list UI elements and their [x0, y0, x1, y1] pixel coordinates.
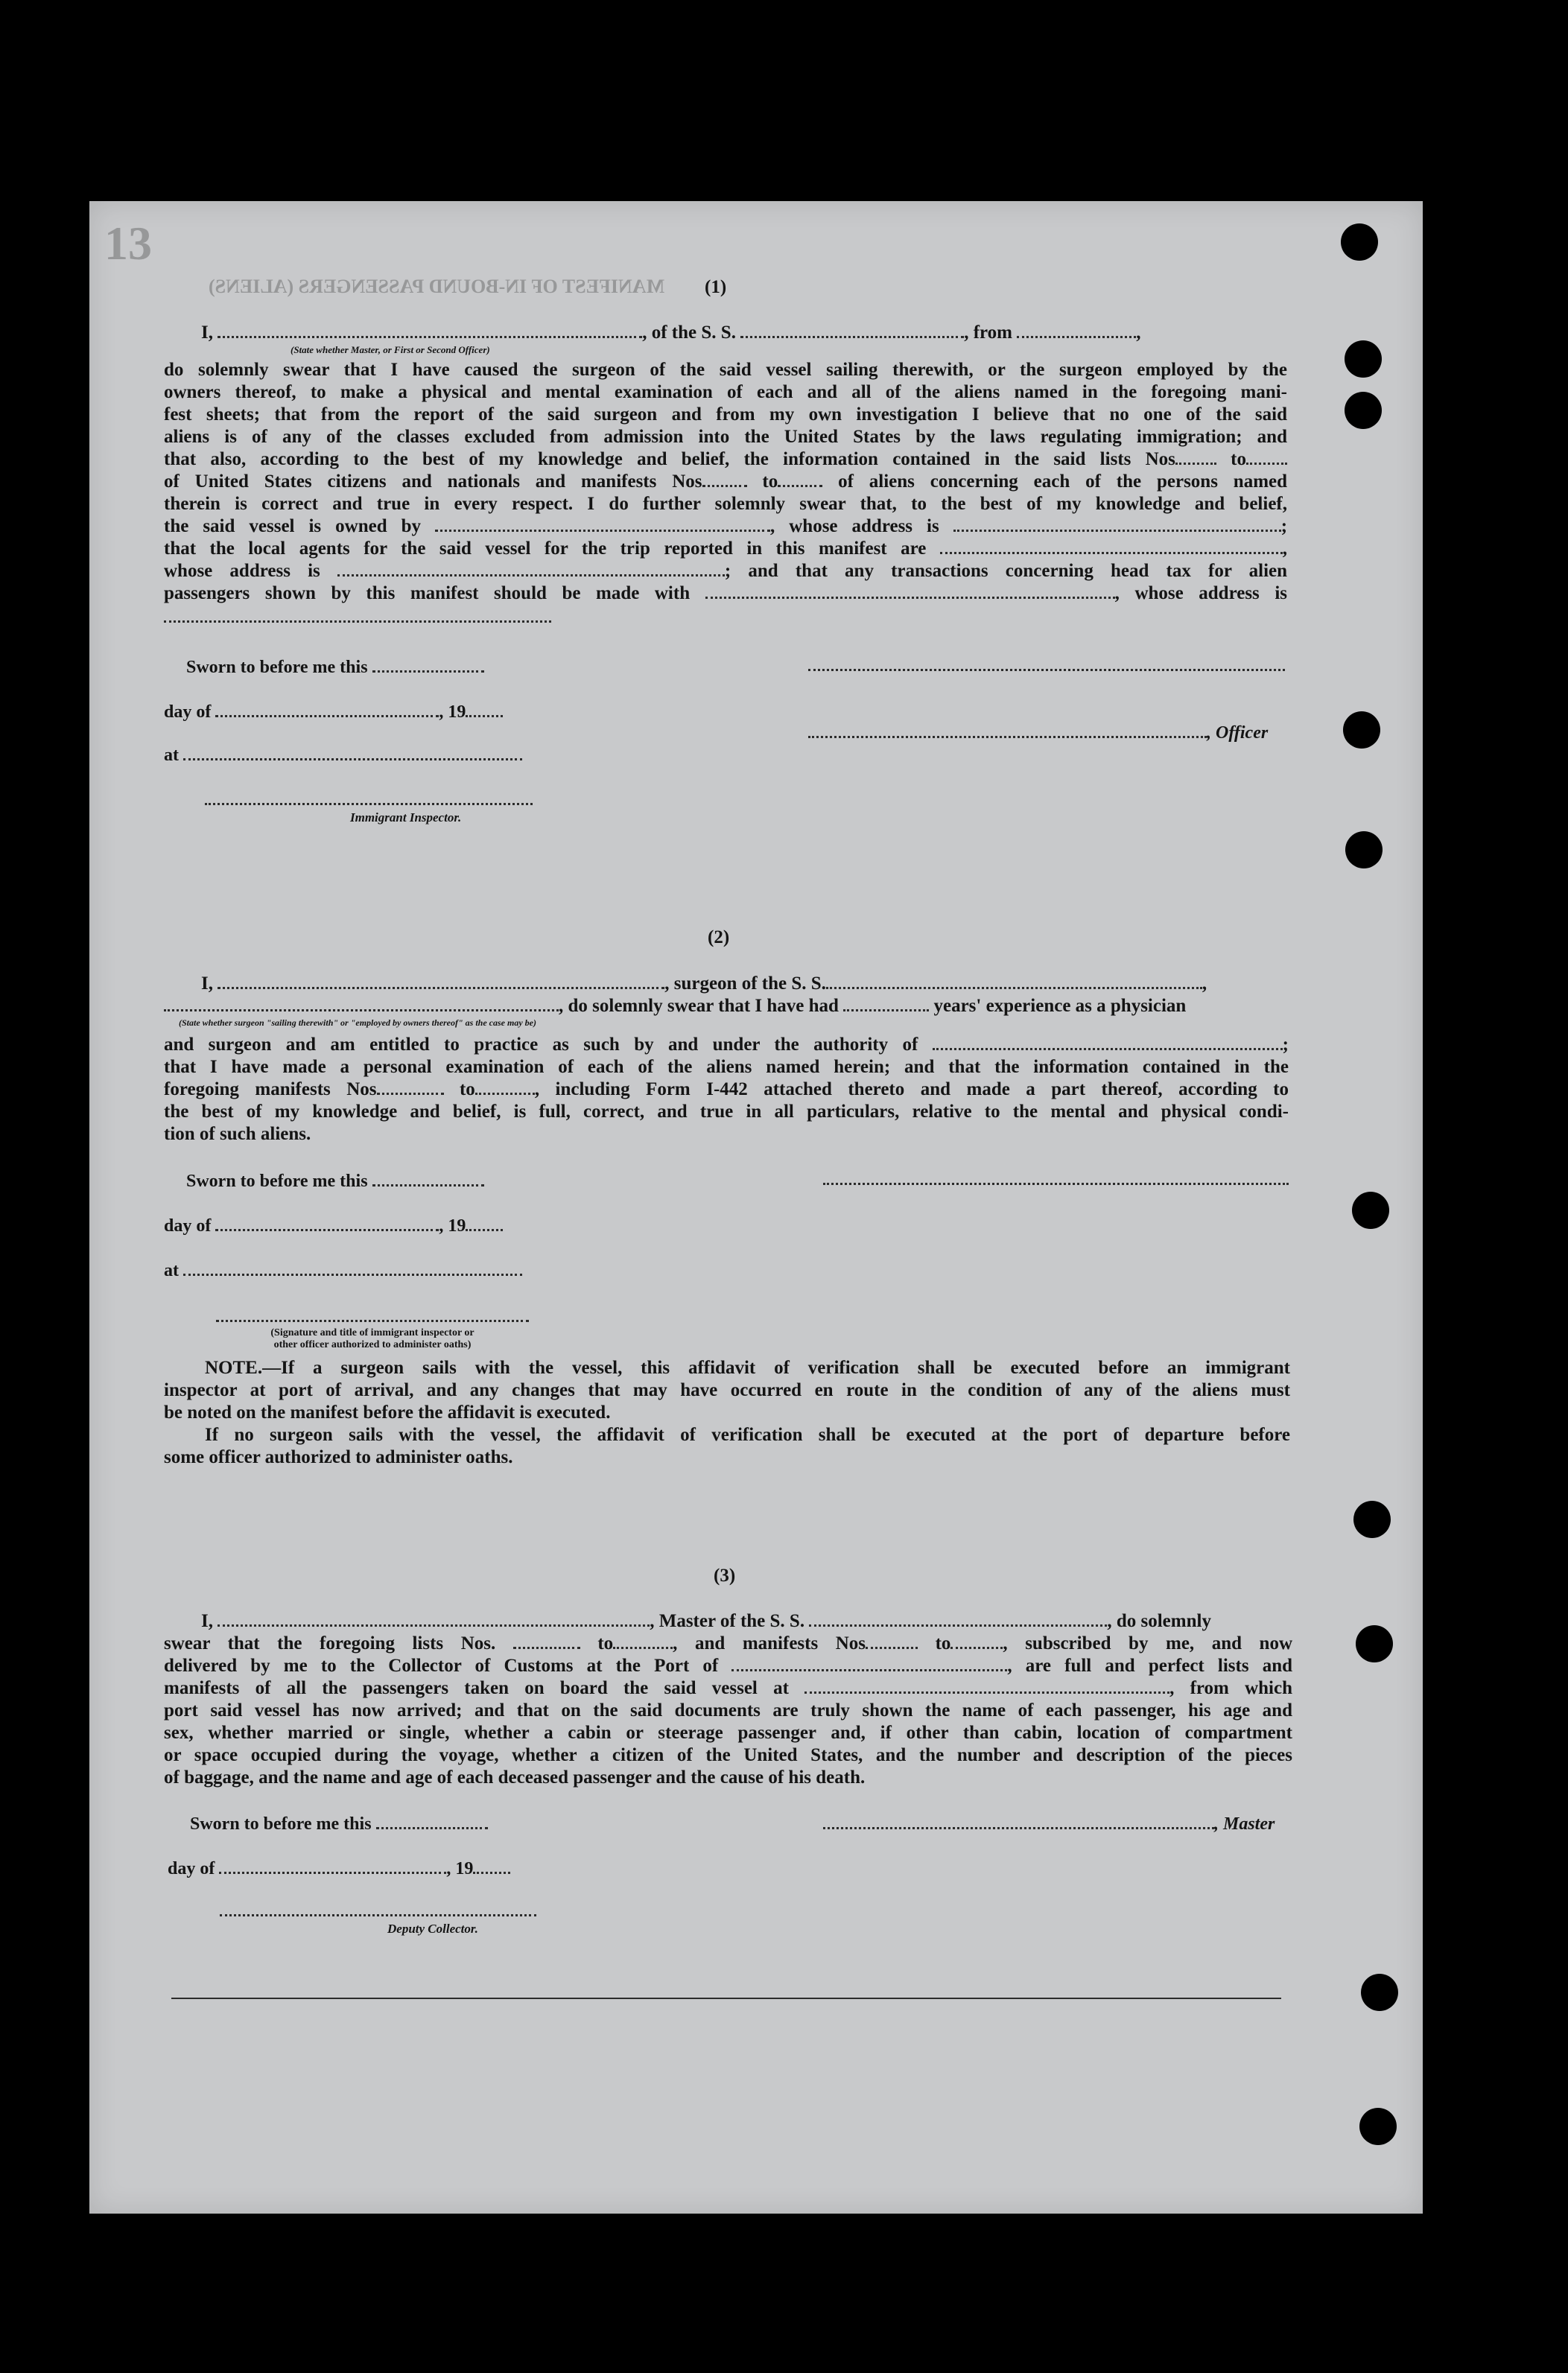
master-signature-field[interactable]: [823, 1823, 1214, 1829]
master-list-from-field[interactable]: [513, 1642, 580, 1649]
section-3-sworn: Sworn to before me this: [190, 1814, 488, 1834]
section-2-sworn: Sworn to before me this: [186, 1171, 484, 1192]
section-3-body: swear that the foregoing lists Nos. to , and manifests Nos to , subscribed by me, and now delivered by me to the Collector of Customs at the Port of , are full and perfect lists and manifests of all the passengers taken on board the said vessel at , from which port said vessel has now arrived; and that on the said documents are truly shown the name of each passenger, his age and sex, whether married or single, whether a cabin or steerage passenger and, if other than cabin, location of compartment or space occupied during the voyage, whether a citizen of the United States, and the number and description of the pieces of baggage, and the name and age of each deceased passenger and the cause of his death.: [164, 1633, 1293, 1788]
master-manifest-from-field[interactable]: [866, 1642, 918, 1649]
head-tax-contact-field[interactable]: [705, 592, 1115, 599]
officer-signature-line-top[interactable]: [808, 669, 1285, 671]
officer-rank-caption: (State whether Master, or First or Second Officer): [291, 344, 490, 355]
agent-address-field[interactable]: [337, 570, 725, 576]
surgeon-status-field[interactable]: [164, 1005, 559, 1011]
officer-rank-field[interactable]: [218, 331, 642, 338]
bottom-rule: [171, 1998, 1281, 1999]
section-2-at: at: [164, 1260, 522, 1281]
header-bleed: MANIFEST OF IN-BOUND PASSENGERS (ALIENS): [209, 276, 665, 297]
section-1-sworn: Sworn to before me this: [186, 657, 484, 678]
section-2-line-2: , do solemnly swear that I have had years' experience as a physician: [164, 995, 1287, 1019]
owner-address-field[interactable]: [953, 525, 1281, 532]
sworn-date-field-3[interactable]: [376, 1823, 488, 1829]
alien-manifest-from-field[interactable]: [702, 480, 747, 487]
binder-hole-1: [1341, 223, 1378, 261]
section-1-officer: , Officer: [808, 722, 1268, 743]
sworn-date-field-2[interactable]: [372, 1180, 484, 1186]
binder-hole-2: [1345, 340, 1382, 378]
witness-signature-caption: (Signature and title of immigrant inspector or other officer authorized to administer oaths): [270, 1327, 474, 1350]
binder-hole-6: [1352, 1192, 1389, 1229]
master-name-field[interactable]: [218, 1620, 650, 1627]
surgeon-vessel-field[interactable]: [826, 982, 1202, 989]
practice-authority-field[interactable]: [933, 1043, 1283, 1050]
section-1-day: day of , 19: [164, 702, 503, 722]
year-field-2[interactable]: [466, 1224, 503, 1231]
binder-hole-7: [1353, 1501, 1391, 1538]
local-agents-field[interactable]: [940, 547, 1283, 554]
surgeon-manifest-from-field[interactable]: [377, 1088, 444, 1095]
master-list-to-field[interactable]: [613, 1642, 673, 1649]
section-2-day: day of , 19: [164, 1216, 503, 1236]
section-1-line-1: I, , of the S. S. , from ,: [201, 323, 1141, 343]
deputy-collector-caption: Deputy Collector.: [387, 1922, 478, 1936]
officer-signature-field[interactable]: [808, 731, 1207, 738]
collector-signature-line[interactable]: [220, 1914, 536, 1916]
citizen-list-to-field[interactable]: [1246, 458, 1287, 465]
page-mark-bleed: 13: [104, 217, 152, 270]
binder-hole-4: [1343, 711, 1380, 749]
place-field-1[interactable]: [183, 754, 522, 760]
place-field-2[interactable]: [183, 1269, 522, 1276]
section-3-master: , Master: [823, 1814, 1275, 1834]
section-2-body: and surgeon and am entitled to practice as such by and under the authority of ; that I have made a personal examination of each of the aliens named herein; and that the information contained in the foregoing manifests Nos to , including Form I-442 attached thereto and made a part thereof, according to the best of my knowledge and belief, is full, correct, and true in all particulars, relative to the mental and physical condi- tion of such aliens.: [164, 1035, 1289, 1144]
binder-hole-5: [1345, 831, 1383, 868]
surgeon-signature-line[interactable]: [823, 1183, 1289, 1185]
departure-port-field[interactable]: [1017, 331, 1136, 338]
witness-signature-line[interactable]: [216, 1320, 529, 1322]
binder-hole-9: [1361, 1974, 1398, 2011]
vessel-owner-field[interactable]: [435, 525, 770, 532]
arrival-port-field[interactable]: [731, 1665, 1007, 1671]
section-1-number: (1): [705, 277, 727, 297]
surgeon-name-field[interactable]: [218, 982, 664, 989]
sworn-date-field-1[interactable]: [372, 666, 484, 673]
citizen-list-from-field[interactable]: [1175, 458, 1216, 465]
note-label: NOTE.: [205, 1358, 263, 1378]
master-manifest-to-field[interactable]: [950, 1642, 1003, 1649]
section-2-number: (2): [708, 927, 730, 947]
section-1-body: do solemnly swear that I have caused the surgeon of the said vessel sailing therewith, or the surgeon employed by the owners thereof, to make a physical and mental examination of each and all of the aliens named in the foregoing mani- fest sheets; that from the report of the said surgeon and from my own investigation I believe that no one of the said aliens is of any of the classes excluded from admission into the United States by the laws regulating immigration; and that also, according to the best of my knowledge and belief, the information contained in the said lists Nos to of United States citizens and nationals and manifests Nos to of aliens concerning each of the persons named therein is correct and true in every respect. I do further solemnly swear that, to the best of my knowledge and belief, the said vessel is owned by , whose address is ; that the local agents for the said vessel for the trip reported in this manifest are , whose address is ; and that any transactions concerning head tax for alien passengers shown by this manifest should be made with , whose address is: [164, 360, 1288, 603]
vessel-name-field[interactable]: [740, 331, 964, 338]
head-tax-address-line[interactable]: [164, 620, 551, 623]
day-field-2[interactable]: [215, 1224, 439, 1231]
section-3-number: (3): [714, 1566, 736, 1586]
alien-manifest-to-field[interactable]: [778, 480, 822, 487]
binder-hole-8: [1356, 1625, 1393, 1662]
surgeon-status-caption: (State whether surgeon "sailing therewith" or "employed by owners thereof" as the case may be): [179, 1017, 536, 1028]
inspector-signature-line[interactable]: [205, 803, 533, 805]
binder-hole-3: [1345, 392, 1382, 429]
surgeon-manifest-to-field[interactable]: [475, 1088, 535, 1095]
immigrant-inspector-caption: Immigrant Inspector.: [350, 810, 462, 825]
manifest-page: [89, 201, 1423, 2214]
day-field-3[interactable]: [219, 1867, 446, 1874]
section-2-note: NOTE.—If a surgeon sails with the vessel, this affidavit of verification shall be executed before an immigrant inspector at port of arrival, and any changes that may have occurred en route in the condition of any of the aliens must be noted on the manifest before the affidavit is executed. If no surgeon sails with the vessel, the affidavit of verification shall be executed at the port of departure before some officer authorized to administer oaths.: [164, 1358, 1290, 1467]
section-3-line-1: I, , Master of the S. S. , do solemnly: [201, 1611, 1211, 1631]
year-field-1[interactable]: [466, 711, 503, 717]
year-field-3[interactable]: [473, 1867, 510, 1874]
master-vessel-field[interactable]: [809, 1620, 1107, 1627]
binder-hole-10: [1359, 2108, 1397, 2145]
section-3-day: day of , 19: [168, 1858, 510, 1879]
day-field-1[interactable]: [215, 711, 439, 717]
embarkation-port-field[interactable]: [804, 1687, 1169, 1694]
section-2-line-1: I, , surgeon of the S. S. ,: [201, 973, 1207, 994]
years-experience-field[interactable]: [843, 1005, 929, 1011]
section-1-at: at: [164, 745, 522, 766]
